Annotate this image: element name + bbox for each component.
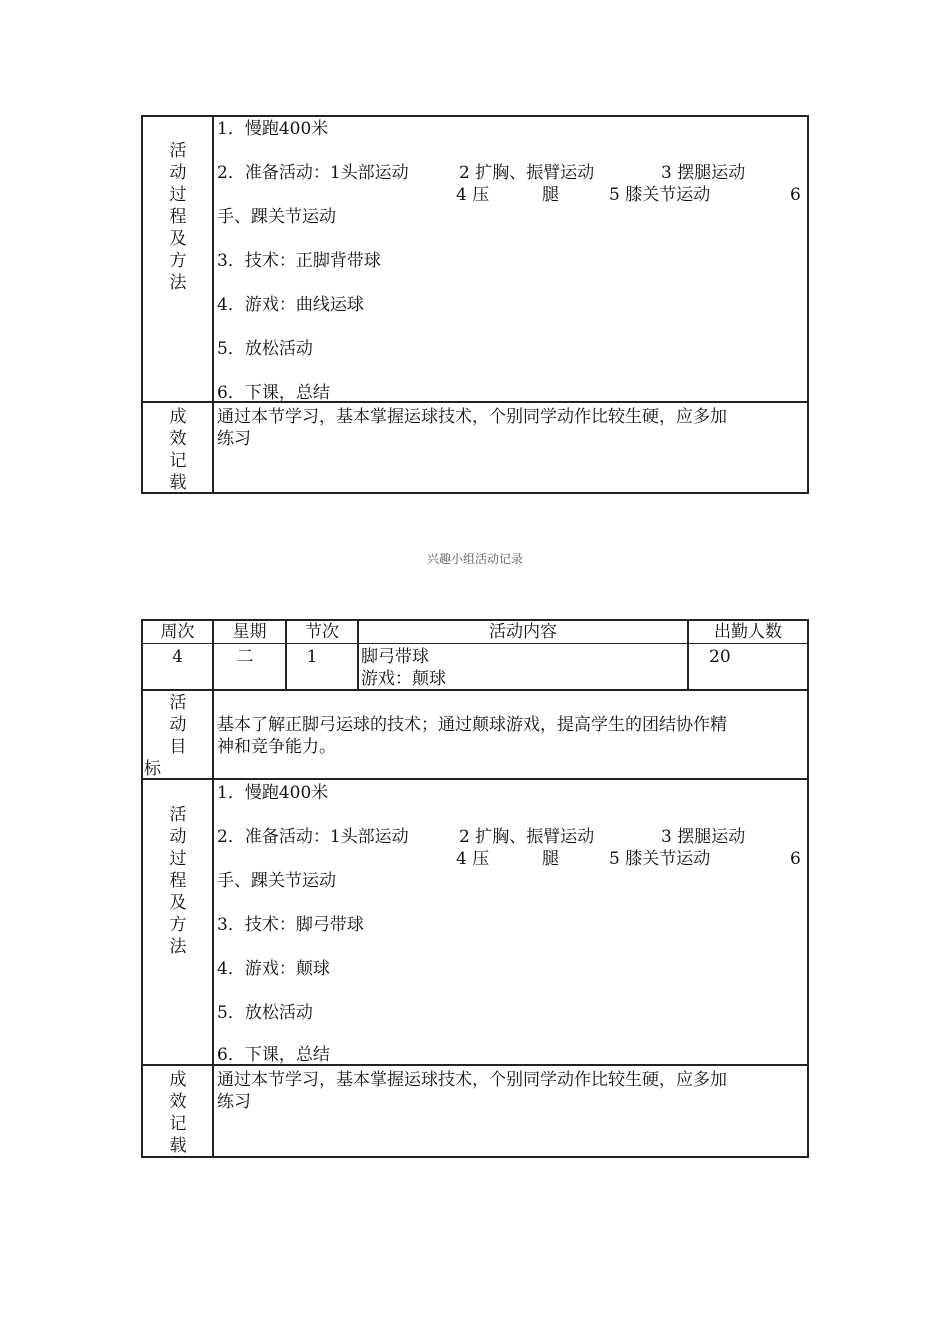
header-session: 节次 [305, 622, 339, 642]
row-divider [141, 643, 809, 644]
cell-content: 游戏：颠球 [361, 669, 446, 689]
header-attendance: 出勤人数 [714, 622, 782, 642]
goal-text: 神和竞争能力。 [217, 737, 336, 757]
process-line: 腿 [542, 185, 559, 205]
process-line: 5 膝关节运动 [609, 849, 711, 869]
row-divider [141, 689, 809, 691]
process-line: 5 膝关节运动 [609, 185, 711, 205]
process-line: 1．慢跑400米 [217, 119, 329, 139]
table-1-result-text: 练习 [217, 429, 251, 449]
cell-week: 4 [172, 647, 183, 667]
process-line: 4．游戏：颠球 [217, 959, 330, 979]
process-line: 6．下课，总结 [217, 383, 330, 403]
process-line: 6 [790, 849, 801, 869]
process-line: 5．放松活动 [217, 339, 313, 359]
table-1-column-divider [212, 115, 214, 494]
process-line: 1．慢跑400米 [217, 783, 329, 803]
table-2-result-text: 练习 [217, 1092, 251, 1112]
cell-weekday: 二 [236, 647, 254, 667]
cell-attendance: 20 [709, 647, 731, 667]
process-line: 3 摆腿运动 [661, 827, 746, 847]
process-line: 5．放松活动 [217, 1003, 313, 1023]
cell-content: 脚弓带球 [361, 647, 429, 667]
process-line: 4 压 [456, 849, 490, 869]
process-line: 手、踝关节运动 [217, 871, 336, 891]
table-1-result-text: 通过本节学习，基本掌握运球技术，个别同学动作比较生硬，应多加 [217, 407, 727, 427]
table-2-result-text: 通过本节学习，基本掌握运球技术，个别同学动作比较生硬，应多加 [217, 1070, 727, 1090]
process-line: 手、踝关节运动 [217, 207, 336, 227]
table-1-process-label: 活 动 过 程 及 方 法 [169, 141, 187, 293]
process-line: 腿 [542, 849, 559, 869]
cell-session: 1 [306, 647, 318, 667]
process-line: 3 摆腿运动 [661, 163, 746, 183]
header-weekday: 星期 [232, 622, 267, 642]
header-week: 周次 [160, 622, 195, 642]
table-2-result-label: 成 效 记 载 [169, 1070, 187, 1156]
process-line: 2 扩胸、振臂运动 [459, 163, 595, 183]
process-line: 3．技术：正脚背带球 [217, 251, 381, 271]
process-line: 3．技术：脚弓带球 [217, 915, 364, 935]
process-line: 4．游戏：曲线运球 [217, 295, 364, 315]
process-line: 4 压 [456, 185, 490, 205]
goal-label: 活 动 目 [169, 693, 187, 757]
goal-text: 基本了解正脚弓运球的技术；通过颠球游戏，提高学生的团结协作精 [217, 715, 727, 735]
row-divider [141, 778, 809, 780]
process-line: 2．准备活动：1头部运动 [217, 827, 409, 847]
process-line: 2．准备活动：1头部运动 [217, 163, 409, 183]
table-1-result-label: 成 效 记 载 [169, 407, 187, 493]
section-caption: 兴趣小组活动记录 [426, 552, 523, 566]
process-line: 2 扩胸、振臂运动 [459, 827, 595, 847]
col-divider [212, 619, 214, 1158]
table-2-process-label: 活 动 过 程 及 方 法 [169, 805, 187, 957]
header-content: 活动内容 [489, 622, 557, 642]
goal-label-tail: 标 [144, 759, 161, 779]
process-line: 6．下课，总结 [217, 1045, 330, 1065]
process-line: 6 [790, 185, 801, 205]
